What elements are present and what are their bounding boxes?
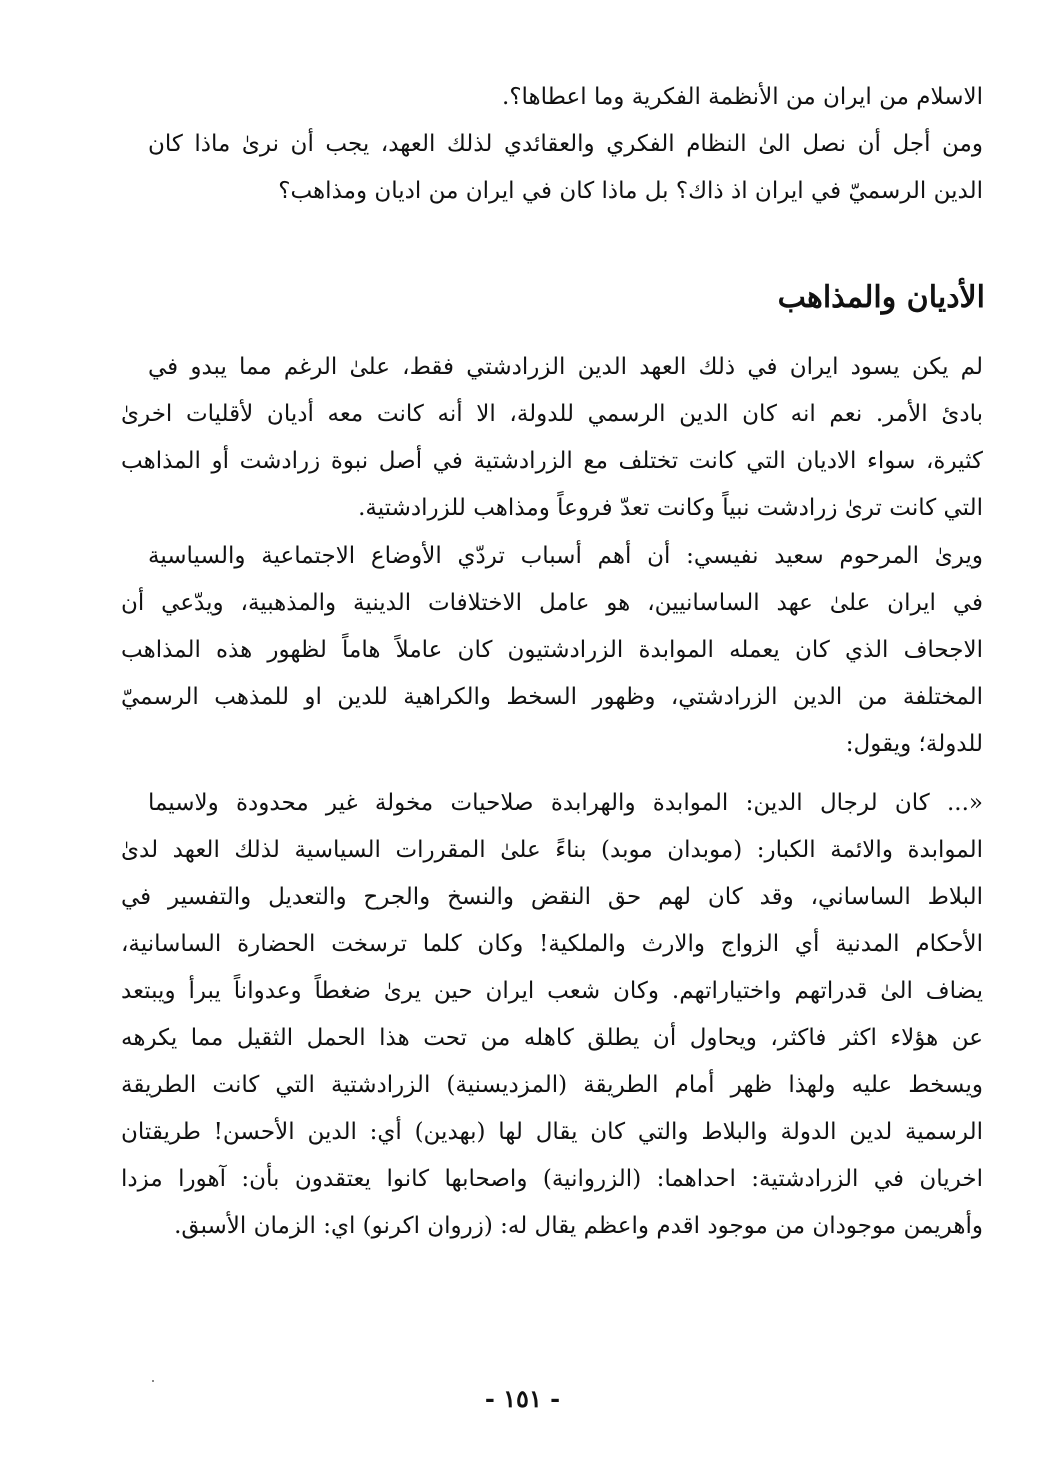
- text-line: المختلفة من الدين الزرادشتي، وظهور السخط والكراهية للدين او للمذهب الرسميّ: [121, 684, 983, 710]
- text-line: الاجحاف الذي كان يعمله الموابدة الزرادشتيون كان عاملاً هاماً لظهور هذه المذاهب: [121, 637, 983, 663]
- page-number: - ١٥١ -: [484, 1384, 561, 1413]
- text-line: الاسلام من ايران من الأنظمة الفكرية وما اعطاها؟.: [502, 84, 983, 110]
- text-line: في ايران علىٰ عهد الساسانيين، هو عامل الاختلافات الدينية والمذهبية، ويدّعي أن: [121, 590, 983, 616]
- text-line: الدين الرسميّ في ايران اذ ذاك؟ بل ماذا كان في ايران من اديان ومذاهب؟: [278, 178, 983, 204]
- quote-line: الرسمية لدين الدولة والبلاط والتي كان يقال لها (بهدين) أي: الدين الأحسن! طريقتان: [121, 1119, 983, 1145]
- text-line: ومن أجل أن نصل الىٰ النظام الفكري والعقائدي لذلك العهد، يجب أن نرىٰ ماذا كان: [148, 131, 983, 157]
- text-line: ويرىٰ المرحوم سعيد نفيسي: أن أهم أسباب تردّي الأوضاع الاجتماعية والسياسية: [148, 543, 983, 569]
- quote-line: البلاط الساساني، وقد كان لهم حق النقض والنسخ والجرح والتعديل والتفسير في: [121, 884, 983, 910]
- quote-line: الموابدة والائمة الكبار: (موبدان موبد) بناءً علىٰ المقررات السياسية لذلك العهد لدىٰ: [121, 837, 983, 863]
- quote-line: ويسخط عليه ولهذا ظهر أمام الطريقة (المزديسنية) الزرادشتية التي كانت الطريقة: [121, 1072, 983, 1098]
- text-line: لم يكن يسود ايران في ذلك العهد الدين الزرادشتي فقط، علىٰ الرغم مما يبدو في: [148, 354, 983, 380]
- scan-speck: [152, 1380, 154, 1382]
- text-line: التي كانت ترىٰ زرادشت نبياً وكانت تعدّ فروعاً ومذاهب للزرادشتية.: [358, 495, 983, 521]
- quote-line: وأهريمن موجودان من موجود اقدم واعظم يقال له: (زروان اكرنو) اي: الزمان الأسبق.: [174, 1213, 983, 1239]
- quote-line: يضاف الىٰ قدراتهم واختياراتهم. وكان شعب ايران حين يرىٰ ضغطاً وعدواناً يبرأ ويبتعد: [121, 978, 983, 1004]
- text-line: للدولة؛ ويقول:: [845, 731, 983, 757]
- section-heading: الأديان والمذاهب: [777, 280, 985, 315]
- quote-line: الأحكام المدنية أي الزواج والارث والملكية! وكان كلما ترسخت الحضارة الساسانية،: [121, 931, 983, 957]
- text-line: كثيرة، سواء الاديان التي كانت تختلف مع الزرادشتية في أصل نبوة زرادشت أو المذاهب: [121, 448, 983, 474]
- quote-line: عن هؤلاء اكثر فاكثر، ويحاول أن يطلق كاهله من تحت هذا الحمل الثقيل مما يكرهه: [121, 1025, 983, 1051]
- quote-line: «... كان لرجال الدين: الموابدة والهرابدة صلاحيات مخولة غير محدودة ولاسيما: [148, 790, 983, 816]
- text-line: بادئ الأمر. نعم انه كان الدين الرسمي للدولة، الا أنه كانت معه أديان لأقليات اخرىٰ: [121, 401, 983, 427]
- quote-line: اخريان في الزرادشتية: احداهما: (الزروانية) واصحابها كانوا يعتقدون بأن: آهورا مزدا: [121, 1166, 983, 1192]
